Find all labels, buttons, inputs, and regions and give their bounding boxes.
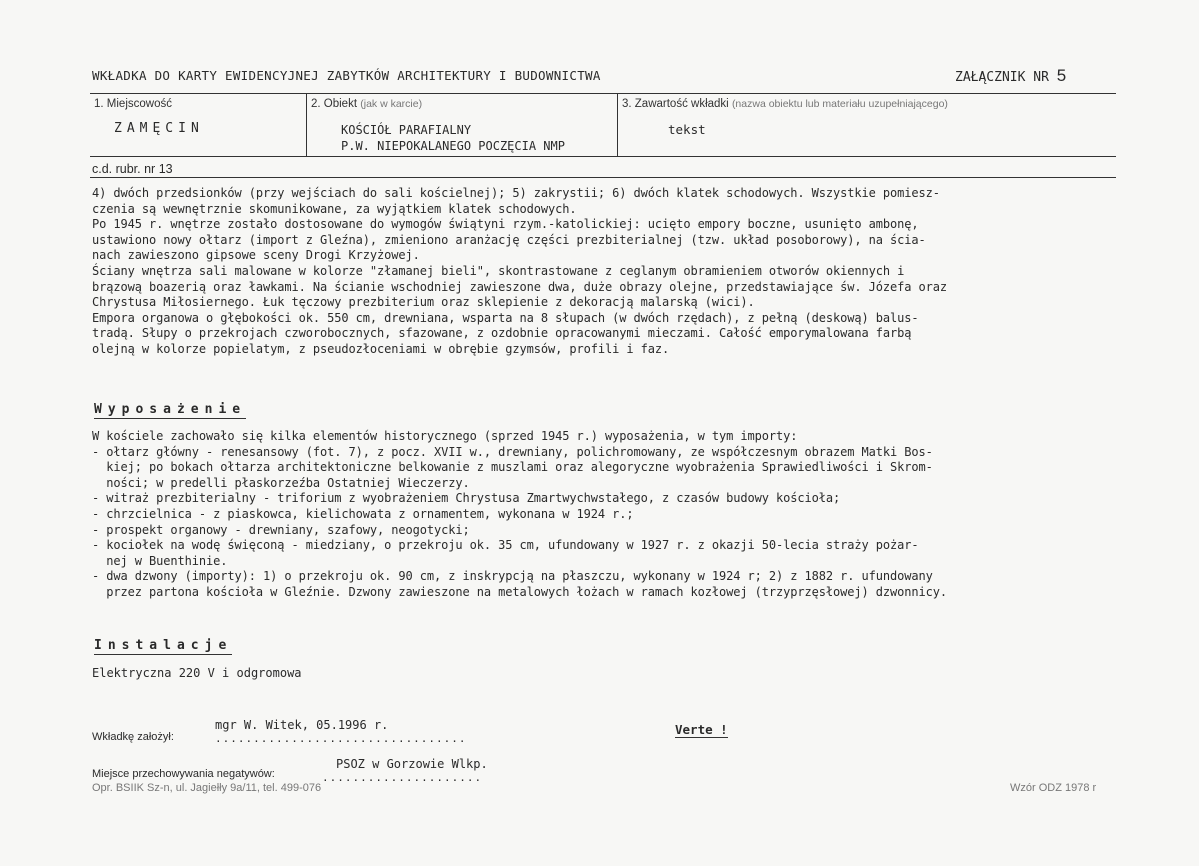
object-label [311,98,422,110]
object-label-note: (jak w karcie) [360,98,423,110]
content-label-text: 3. Zawartość wkładki [622,98,729,110]
place-cell [90,94,307,156]
verte-note: Verte ! [675,722,728,737]
wyposazenie-text: W kościele zachowało się kilka elementów historycznego (sprzed 1945 r.) wyposażenia, w tym importy: - ołtarz główny - renesansowy (fot. 7), z pocz. XVII w., drewniany, polichromowany, ze współczesnym obrazem Matki Bos- kiej; po bokach ołtarza architektoniczne belkowanie z muszlami oraz alegoryczne wyobrażenia Sprawiedliwości i Skrom- ności; w predelli płaskorzeźba Ostatniej Wieczerzy. - witraż prezbiterialny - triforium z wyobrażeniem Chrystusa Zmartwychwstałego, z czasów budowy kościoła; - chrzcielnica - z piaskowca, kielichowata z ornamentem, wykonana w 1924 r.; - prospekt organowy - drewniany, szafowy, neogotycki; - kociołek na wodę święconą - miedziany, o przekroju ok. 35 cm, ufundowany w 1927 r. z okazji 50-lecia straży pożar- nej w Buenthinie. - dwa dzwony (importy): 1) o przekroju ok. 90 cm, z inskrypcją na płaszczu, wykonany w 1924 r; 2) z 1882 r. ufundowany przez partona kościoła w Gleźnie. Dzwony zawieszone na metalowych łożach w ramach kozłowej (trzyprzęsłowej) dzwonnicy. [92,429,947,599]
continuation-label: c.d. rubr. nr 13 [92,162,173,176]
content-label [622,98,948,110]
content-label-note: (nazwa obiektu lub materiału uzupełniającego) [731,98,948,110]
author-label: Wkładkę założył: [92,731,174,743]
wyposazenie-heading: Wyposażenie [94,402,247,417]
object-value-line1: KOŚCIÓŁ PARAFIALNY [341,123,472,137]
content-value: tekst [668,122,706,137]
header-fields-table [90,93,1116,157]
form-version-note: Wzór ODZ 1978 r [1010,782,1097,794]
annex-label [955,66,1066,86]
description-text: 4) dwóch przedsionków (przy wejściach do sali kościelnej); 5) zakrystii; 6) dwóch klatek schodowych. Wszystkie pomiesz- czenia są wewnętrznie skomunikowane, za wyjątkiem klatek schodowych. Po 1945 r. wnętrze zostało dostosowane do wymogów świątyni rzym.-katolickiej: ucięto empory boczne, usunięto ambonę, ustawiono nowy ołtarz (import z Gleźna), zmieniono aranżację części prezbiterialnej (tzw. układ posoborowy), na ścia- nach zawieszono gipsowe sceny Drogi Krzyżowej. Ściany wnętrza sali malowane w kolorze "złamanej bieli", skontrastowane z ceglanym obramieniem otworów okiennych i brązową boazerią oraz ławkami. Na ścianie wschodniej zawieszone dwa, duże obrazy olejne, przedstawiające św. Józefa oraz Chrystusa Miłosiernego. Łuk tęczowy prezbiterium oraz sklepienie z dekoracją malarską (wici). Empora organowa o głębokości ok. 550 cm, drewniana, wsparta na 8 słupach (w dwóch rzędach), z pełną (deskową) balus- tradą. Słupy o przekrojach czworobocznych, sfazowane, z ozdobnie opracowanymi mieczami. Całość emporymalowana farbą olejną w kolorze popielatym, z pseudozłoceniami w obrębie gzymsów, profili i faz. [92,186,947,356]
content-cell [618,94,1116,156]
object-value [341,122,565,154]
instalacje-heading: Instalacje [94,638,233,653]
negatives-value: PSOZ w Gorzowie Wlkp. [336,757,488,771]
annex-label-text: ZAŁĄCZNIK NR [955,70,1049,85]
negatives-label: Miejsce przechowywania negatywów: [92,768,275,780]
author-value: mgr W. Witek, 05.1996 r. [215,718,389,732]
negatives-dotted-line: ..................... [322,771,483,784]
author-dotted-line: ................................. [215,732,467,745]
object-value-line2: P.W. NIEPOKALANEGO POCZĘCIA NMP [341,139,565,153]
place-value: ZAMĘCIN [114,121,204,136]
place-label: 1. Miejscowość [94,98,172,110]
instalacje-text: Elektryczna 220 V i odgromowa [92,666,302,680]
continuation-divider [90,177,1116,178]
annex-number: 5 [1056,66,1067,85]
printer-note: Opr. BSIIK Sz-n, ul. Jagiełły 9a/11, tel. 499-076 [92,782,322,794]
object-cell [307,94,618,156]
form-title: WKŁADKA DO KARTY EWIDENCYJNEJ ZABYTKÓW ARCHITEKTURY I BUDOWNICTWA [92,68,601,83]
object-label-text: 2. Obiekt [311,98,358,110]
